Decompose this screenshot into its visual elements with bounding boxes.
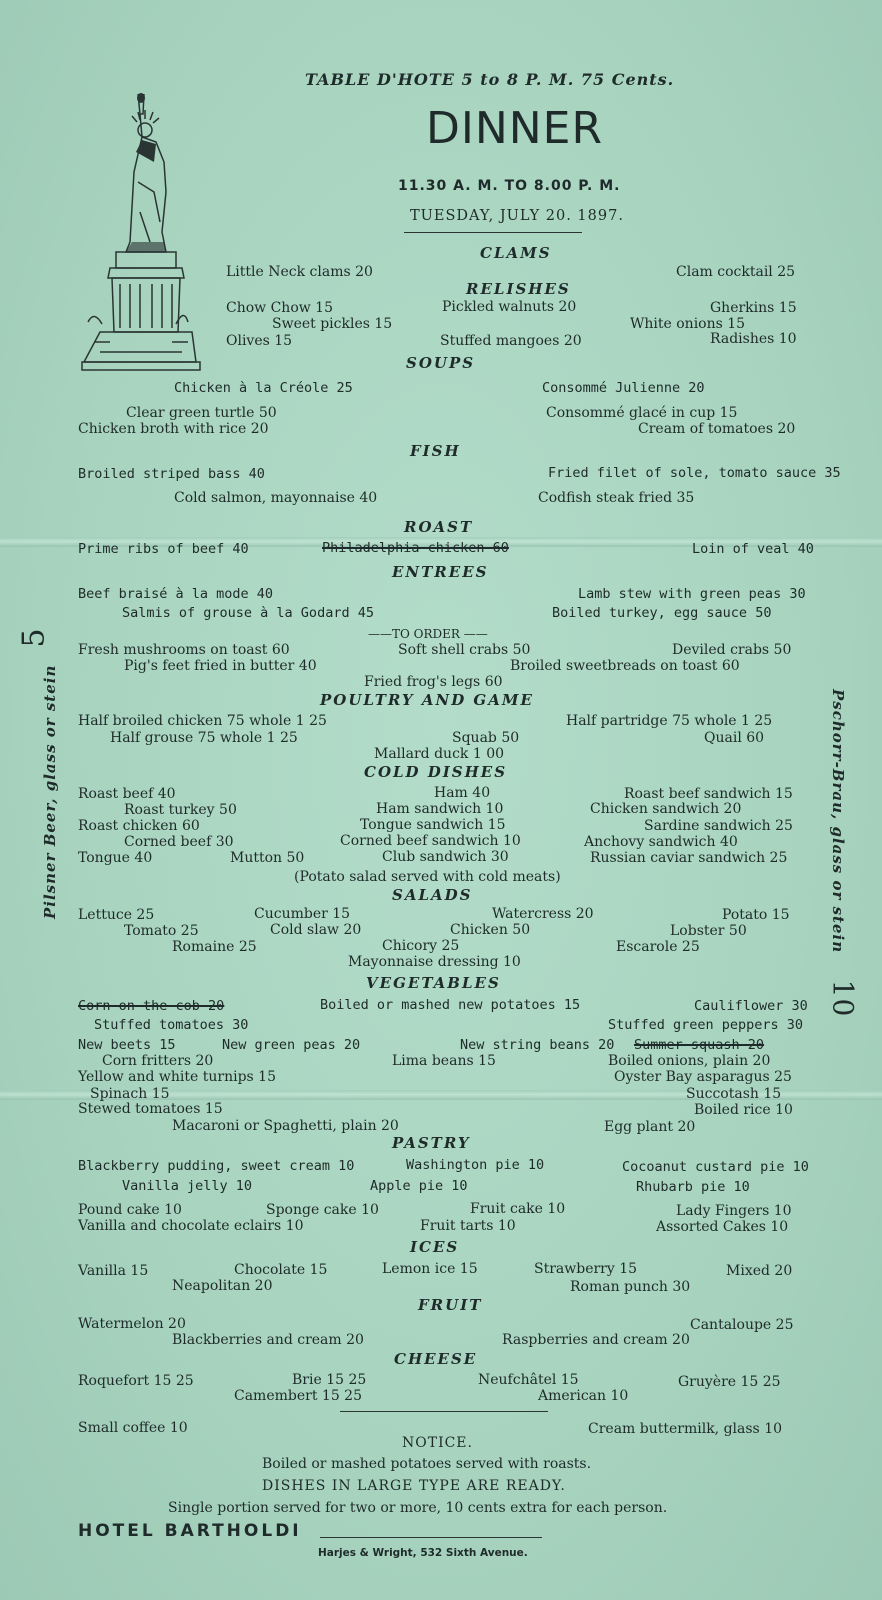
menu-item: Ham sandwich 10 [376, 801, 504, 817]
menu-item: Macaroni or Spaghetti, plain 20 [172, 1118, 399, 1134]
menu-item: Blackberry pudding, sweet cream 10 [78, 1158, 355, 1174]
menu-item: White onions 15 [630, 316, 746, 332]
menu-item: Vanilla and chocolate eclairs 10 [78, 1218, 304, 1234]
menu-item: Stuffed tomatoes 30 [94, 1017, 249, 1033]
hotel-name: HOTEL BARTHOLDI [78, 1521, 302, 1541]
pschorr-price: 10 [826, 979, 860, 1018]
pilsner-price: 5 [16, 627, 52, 648]
menu-item: Pickled walnuts 20 [442, 299, 577, 315]
menu-item: Squab 50 [452, 730, 520, 746]
menu-item: Gherkins 15 [710, 300, 797, 316]
menu-item: Strawberry 15 [534, 1261, 638, 1277]
menu-item: Lettuce 25 [78, 907, 155, 923]
menu-item: Tongue sandwich 15 [360, 817, 506, 833]
printer-credit: Harjes & Wright, 532 Sixth Avenue. [318, 1547, 528, 1559]
menu-item: Anchovy sandwich 40 [584, 834, 738, 850]
menu-item: Clam cocktail 25 [676, 264, 796, 280]
menu-item: Vanilla 15 [78, 1263, 149, 1279]
menu-item: Roquefort 15 25 [78, 1373, 194, 1389]
menu-item: Rhubarb pie 10 [636, 1179, 750, 1195]
notice-line: Boiled or mashed potatoes served with roasts. [262, 1456, 592, 1472]
menu-item: Quail 60 [704, 730, 765, 746]
notice-line: DISHES IN LARGE TYPE ARE READY. [262, 1478, 566, 1494]
menu-item: Half partridge 75 whole 1 25 [566, 713, 773, 729]
menu-item: Egg plant 20 [604, 1119, 696, 1135]
menu-item: Blackberries and cream 20 [172, 1332, 364, 1348]
menu-item: Radishes 10 [710, 331, 797, 347]
menu-item: Boiled turkey, egg sauce 50 [552, 605, 772, 621]
menu-item: Roman punch 30 [570, 1279, 691, 1295]
menu-item: Fresh mushrooms on toast 60 [78, 642, 290, 658]
menu-item: Cauliflower 30 [694, 998, 808, 1014]
pilsner-beer-label: Pilsner Beer, glass or stein [41, 664, 59, 919]
menu-item: Assorted Cakes 10 [656, 1219, 789, 1235]
menu-item: Raspberries and cream 20 [502, 1332, 690, 1348]
menu-item: Camembert 15 25 [234, 1388, 362, 1404]
to-order-label: ——TO ORDER —— [368, 627, 488, 641]
section-entrees: ENTREES [392, 563, 489, 581]
menu-item: Chicken sandwich 20 [590, 801, 742, 817]
menu-item: New green peas 20 [222, 1037, 361, 1053]
menu-item: Watermelon 20 [78, 1316, 186, 1332]
menu-item: Fruit cake 10 [470, 1201, 566, 1217]
section-cold-dishes: COLD DISHES [364, 763, 508, 781]
menu-item: Cold salmon, mayonnaise 40 [174, 490, 378, 506]
menu-item: Russian caviar sandwich 25 [590, 850, 788, 866]
menu-item: Salmis of grouse à la Godard 45 [122, 605, 374, 621]
menu-item: Chicken broth with rice 20 [78, 421, 269, 437]
menu-item: Fried frog's legs 60 [364, 674, 503, 690]
menu-item: Roast turkey 50 [124, 802, 237, 818]
menu-item: Tongue 40 [78, 850, 153, 866]
menu-item: Roast beef 40 [78, 786, 176, 802]
menu-item: American 10 [538, 1388, 629, 1404]
menu-item: Lamb stew with green peas 30 [578, 586, 806, 602]
footer-divider [340, 1411, 548, 1412]
menu-item: Cold slaw 20 [270, 922, 362, 938]
signature-line [320, 1537, 542, 1538]
menu-item-struck: Summer squash 20 [634, 1037, 765, 1053]
menu-item: Boiled or mashed new potatoes 15 [320, 997, 581, 1013]
menu-item: Stuffed green peppers 30 [608, 1017, 804, 1033]
menu-item: Little Neck clams 20 [226, 264, 373, 280]
menu-item-struck: Philadelphia chicken 60 [322, 540, 509, 556]
dinner-hours: 11.30 A. M. TO 8.00 P. M. [398, 178, 621, 194]
menu-item: Small coffee 10 [78, 1420, 188, 1436]
menu-item: Loin of veal 40 [692, 541, 814, 557]
section-fish: FISH [410, 442, 461, 460]
section-vegetables: VEGETABLES [366, 974, 501, 992]
cold-dishes-note: (Potato salad served with cold meats) [294, 869, 561, 885]
menu-item: Chocolate 15 [234, 1262, 328, 1278]
page-title: DINNER [426, 103, 604, 154]
menu-item: Lobster 50 [670, 923, 747, 939]
menu-item: Boiled onions, plain 20 [608, 1053, 771, 1069]
section-poultry-and-game: POULTRY AND GAME [320, 691, 534, 709]
table-dhote-line: TABLE D'HOTE 5 to 8 P. M. 75 Cents. [305, 70, 675, 89]
menu-item: Sardine sandwich 25 [644, 818, 793, 834]
menu-item: Apple pie 10 [370, 1178, 468, 1194]
pschorr-brau-label: Pschorr-Brau, glass or stein [829, 689, 847, 954]
menu-item: Lemon ice 15 [382, 1261, 478, 1277]
menu-item: Boiled rice 10 [694, 1102, 793, 1118]
menu-item: Gruyère 15 25 [678, 1374, 781, 1390]
menu-item: Succotash 15 [686, 1086, 782, 1102]
menu-item-struck: Corn on the cob 20 [78, 998, 225, 1014]
menu-item: Ham 40 [434, 785, 491, 801]
section-pastry: PASTRY [392, 1134, 471, 1152]
notice-line: Single portion served for two or more, 10 cents extra for each person. [168, 1500, 668, 1516]
menu-item: Broiled striped bass 40 [78, 466, 265, 482]
section-ices: ICES [410, 1238, 460, 1256]
menu-item: Tomato 25 [124, 923, 199, 939]
menu-item: Club sandwich 30 [382, 849, 509, 865]
menu-item: Mallard duck 1 00 [374, 746, 505, 762]
menu-item: Vanilla jelly 10 [122, 1178, 253, 1194]
menu-item: Deviled crabs 50 [672, 642, 792, 658]
menu-item: Fried filet of sole, tomato sauce 35 [548, 465, 841, 481]
menu-item: Soft shell crabs 50 [398, 642, 531, 658]
menu-item: Cream buttermilk, glass 10 [588, 1421, 783, 1437]
menu-item: Clear green turtle 50 [126, 405, 277, 421]
menu-item: Stewed tomatoes 15 [78, 1101, 223, 1117]
menu-item: New beets 15 [78, 1037, 176, 1053]
menu-item: Roast chicken 60 [78, 818, 200, 834]
menu-item: Codfish steak fried 35 [538, 490, 695, 506]
menu-item: Olives 15 [226, 333, 293, 349]
menu-item: Chicory 25 [382, 938, 460, 954]
menu-item: Escarole 25 [616, 939, 700, 955]
menu-item: Chicken 50 [450, 922, 531, 938]
menu-item: Potato 15 [722, 907, 790, 923]
menu-item: Corn fritters 20 [102, 1053, 214, 1069]
menu-item: Broiled sweetbreads on toast 60 [510, 658, 740, 674]
menu-item: Watercress 20 [492, 906, 594, 922]
menu-date: TUESDAY, JULY 20. 1897. [410, 208, 624, 224]
menu-item: Mutton 50 [230, 850, 305, 866]
menu-item: Corned beef 30 [124, 834, 234, 850]
menu-item: Cucumber 15 [254, 906, 351, 922]
menu-item: Cocoanut custard pie 10 [622, 1159, 809, 1175]
menu-item: Lady Fingers 10 [676, 1203, 792, 1219]
section-salads: SALADS [392, 886, 473, 904]
menu-item: Roast beef sandwich 15 [624, 786, 793, 802]
menu-item: Consommé Julienne 20 [542, 380, 705, 396]
menu-item: New string beans 20 [460, 1037, 615, 1053]
menu-item: Sponge cake 10 [266, 1202, 379, 1218]
menu-item: Yellow and white turnips 15 [78, 1069, 276, 1085]
section-clams: CLAMS [480, 244, 552, 262]
menu-item: Brie 15 25 [292, 1372, 367, 1388]
section-fruit: FRUIT [418, 1296, 483, 1314]
menu-item: Chicken à la Créole 25 [174, 380, 353, 396]
menu-item: Beef braisé à la mode 40 [78, 586, 274, 602]
menu-item: Washington pie 10 [406, 1157, 545, 1173]
menu-item: Cream of tomatoes 20 [638, 421, 796, 437]
statue-of-liberty-illustration [80, 92, 202, 372]
menu-item: Oyster Bay asparagus 25 [614, 1069, 792, 1085]
section-relishes: RELISHES [466, 280, 571, 298]
menu-item: Romaine 25 [172, 939, 257, 955]
menu-item: Sweet pickles 15 [272, 316, 393, 332]
notice-heading: NOTICE. [402, 1435, 473, 1451]
menu-item: Lima beans 15 [392, 1053, 496, 1069]
menu-item: Half grouse 75 whole 1 25 [110, 730, 298, 746]
menu-item: Pig's feet fried in butter 40 [124, 658, 317, 674]
menu-item: Chow Chow 15 [226, 300, 333, 316]
menu-item: Neapolitan 20 [172, 1278, 273, 1294]
menu-item: Prime ribs of beef 40 [78, 541, 249, 557]
section-roast: ROAST [404, 518, 474, 536]
menu-item: Spinach 15 [90, 1086, 170, 1102]
menu-item: Pound cake 10 [78, 1202, 182, 1218]
date-underline [404, 232, 582, 233]
menu-item: Consommé glacé in cup 15 [546, 405, 738, 421]
menu-item: Corned beef sandwich 10 [340, 833, 521, 849]
menu-item: Neufchâtel 15 [478, 1372, 579, 1388]
section-cheese: CHEESE [394, 1350, 478, 1368]
section-soups: SOUPS [406, 354, 476, 372]
menu-item: Half broiled chicken 75 whole 1 25 [78, 713, 327, 729]
menu-item: Fruit tarts 10 [420, 1218, 516, 1234]
menu-item: Mixed 20 [726, 1263, 793, 1279]
menu-item: Stuffed mangoes 20 [440, 333, 582, 349]
menu-item: Cantaloupe 25 [690, 1317, 794, 1333]
menu-item: Mayonnaise dressing 10 [348, 954, 521, 970]
